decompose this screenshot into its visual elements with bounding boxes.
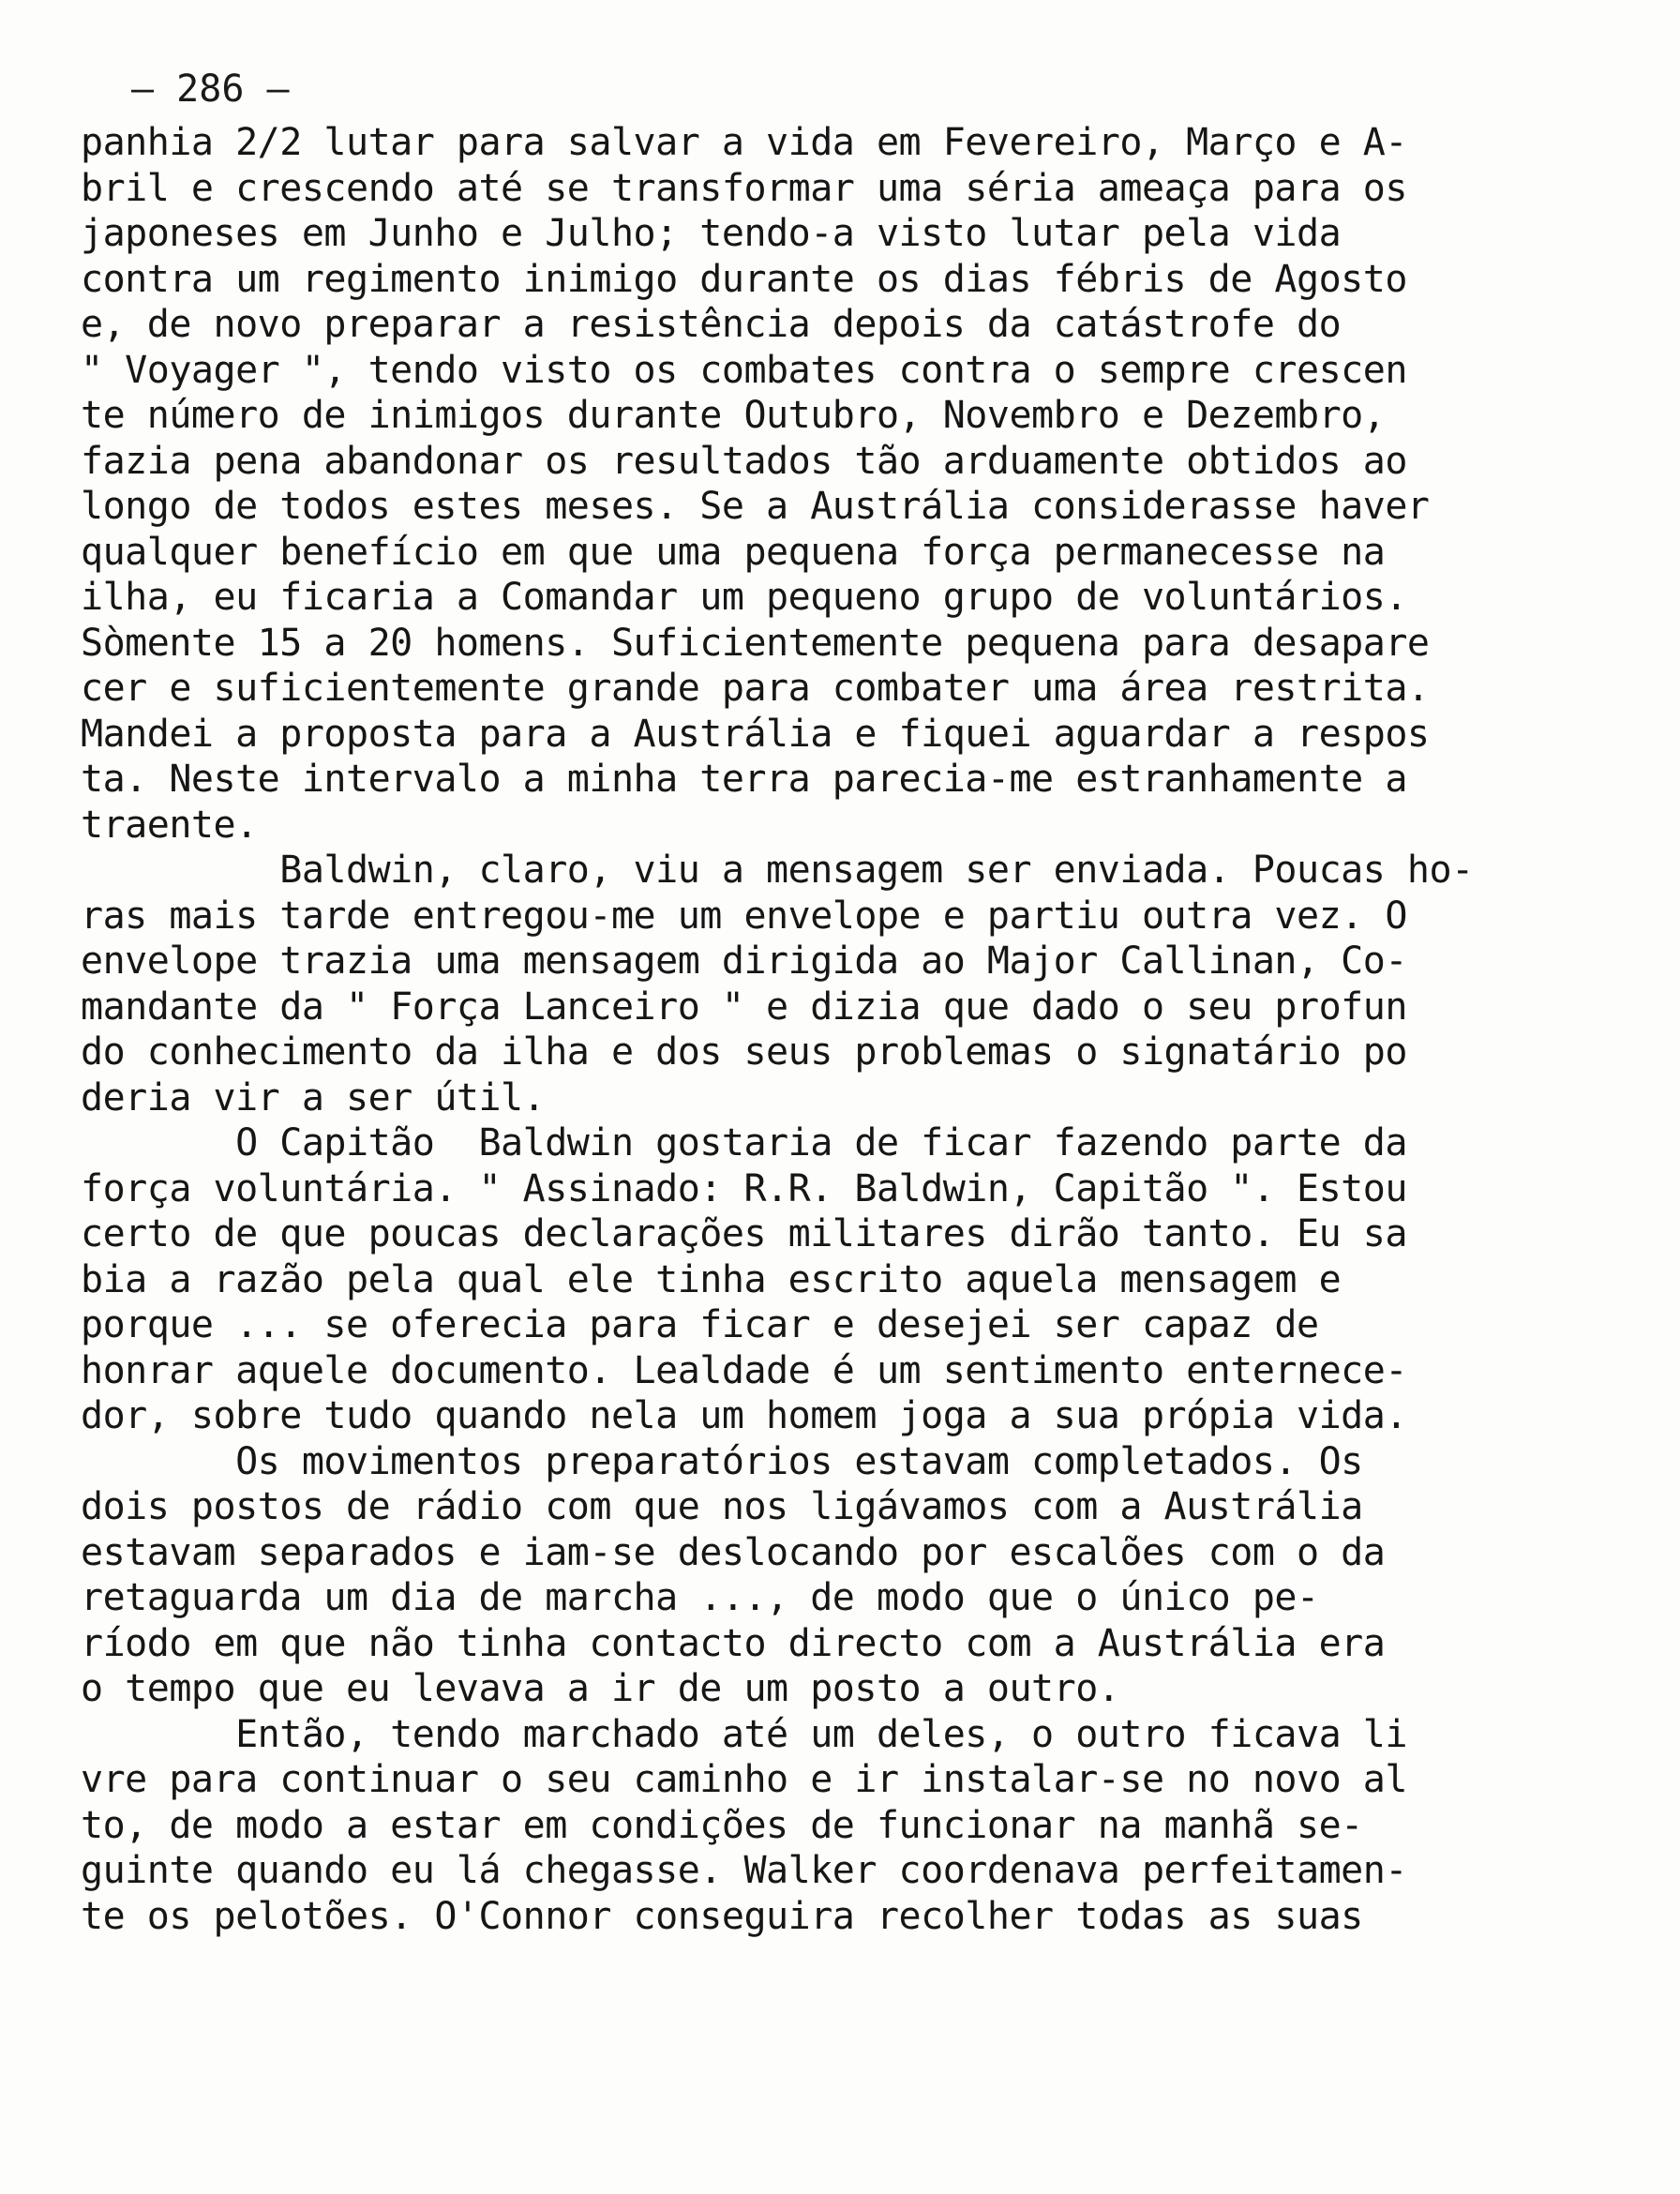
text-line: dor, sobre tudo quando nela um homem joga a sua própia vida.	[81, 1394, 1407, 1437]
text-line: ríodo em que não tinha contacto directo com a Austrália era	[81, 1621, 1386, 1665]
text-line: retaguarda um dia de marcha ..., de modo que o único pe-	[81, 1576, 1319, 1619]
text-line: e, de novo preparar a resistência depois da catástrofe do	[81, 303, 1342, 346]
text-line: Sòmente 15 a 20 homens. Suficientemente pequena para desapare	[81, 621, 1430, 665]
text-line: porque ... se oferecia para ficar e desejei ser capaz de	[81, 1303, 1319, 1346]
text-line: longo de todos estes meses. Se a Austrália considerasse haver	[81, 485, 1430, 528]
text-line: to, de modo a estar em condições de funcionar na manhã se-	[81, 1803, 1363, 1847]
text-line: o tempo que eu levava a ir de um posto a outro.	[81, 1667, 1120, 1710]
text-line: certo de que poucas declarações militares dirão tanto. Eu sa	[81, 1212, 1407, 1255]
text-line: ilha, eu ficaria a Comandar um pequeno grupo de voluntários.	[81, 576, 1407, 619]
text-line: bia a razão pela qual ele tinha escrito aquela mensagem e	[81, 1257, 1342, 1301]
text-line: guinte quando eu lá chegasse. Walker coordenava perfeitamen-	[81, 1849, 1407, 1892]
text-line: deria vir a ser útil.	[81, 1075, 546, 1120]
text-line: Os movimentos preparatórios estavam completados. Os	[81, 1439, 1363, 1483]
text-line: panhia 2/2 lutar para salvar a vida em Fevereiro, Março e A-	[81, 121, 1407, 164]
text-line: Baldwin, claro, viu a mensagem ser enviada. Poucas ho-	[81, 849, 1474, 892]
text-line: O Capitão Baldwin gostaria de ficar fazendo parte da	[81, 1121, 1407, 1165]
text-line: cer e suficientemente grande para combater uma área restrita.	[81, 667, 1430, 710]
text-line: te os pelotões. O'Connor conseguira recolher todas as suas	[81, 1894, 1363, 1938]
text-line: envelope trazia uma mensagem dirigida ao Major Callinan, Co-	[81, 939, 1407, 983]
text-line: Então, tendo marchado até um deles, o outro ficava li	[81, 1712, 1407, 1756]
text-line: qualquer benefício em que uma pequena força permanecesse na	[81, 530, 1386, 574]
typed-body-text	[81, 120, 1618, 1939]
text-line: força voluntária. " Assinado: R.R. Baldwin, Capitão ". Estou	[81, 1166, 1407, 1210]
text-line: do conhecimento da ilha e dos seus problemas o signatário po	[81, 1030, 1407, 1074]
text-line: Mandei a proposta para a Austrália e fiquei aguardar a respos	[81, 712, 1430, 756]
text-line: ta. Neste intervalo a minha terra parecia-me estranhamente a	[81, 758, 1407, 801]
text-line: japoneses em Junho e Julho; tendo-a visto lutar pela vida	[81, 212, 1342, 255]
text-line: ras mais tarde entregou-me um envelope e partiu outra vez. O	[81, 894, 1407, 938]
text-line: contra um regimento inimigo durante os dias fébris de Agosto	[81, 257, 1407, 301]
page-number: — 286 —	[131, 68, 290, 111]
text-line: honrar aquele documento. Lealdade é um sentimento enternece-	[81, 1348, 1407, 1392]
text-line: mandante da " Força Lanceiro " e dizia que dado o seu profun	[81, 984, 1407, 1029]
text-line: traente.	[81, 803, 258, 847]
text-line: te número de inimigos durante Outubro, Novembro e Dezembro,	[81, 394, 1386, 437]
text-line: fazia pena abandonar os resultados tão arduamente obtidos ao	[81, 439, 1407, 483]
text-line: bril e crescendo até se transformar uma séria ameaça para os	[81, 166, 1407, 210]
text-line: estavam separados e iam-se deslocando por escalões com o da	[81, 1530, 1386, 1574]
text-line: vre para continuar o seu caminho e ir instalar-se no novo al	[81, 1758, 1407, 1801]
text-line: " Voyager ", tendo visto os combates contra o sempre crescen	[81, 348, 1407, 392]
text-line: dois postos de rádio com que nos ligávamos com a Austrália	[81, 1485, 1363, 1528]
